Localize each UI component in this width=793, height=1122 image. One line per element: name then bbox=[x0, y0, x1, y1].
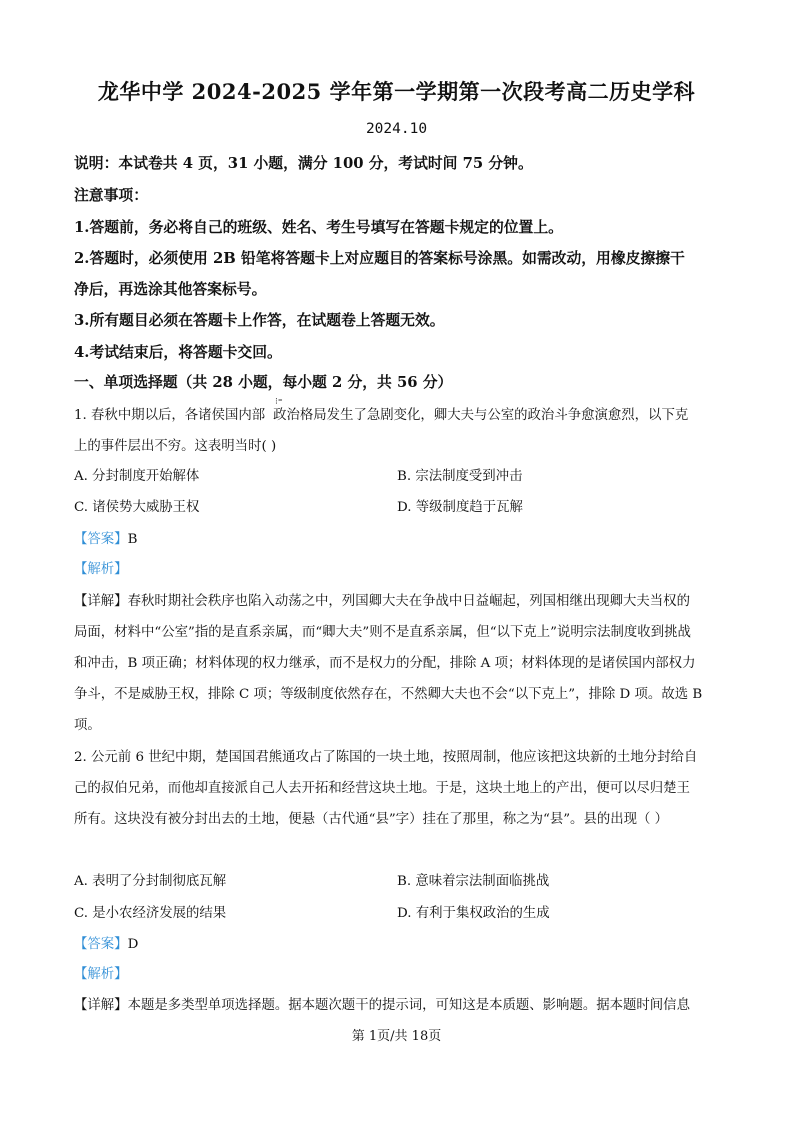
instructions-note: 说明：本试卷共 4 页，31 小题，满分 100 分，考试时间 75 分钟。 bbox=[74, 155, 533, 172]
detail-tag: 【详解】 bbox=[74, 594, 128, 609]
q1-stem-start: 1. 春秋中期以后，各诸侯国内部 bbox=[74, 408, 266, 423]
q1-option-c[interactable]: C. 诸侯势大威胁王权 bbox=[74, 500, 200, 515]
section-1-heading: 一、单项选择题（共 28 小题，每小题 2 分，共 56 分） bbox=[74, 374, 453, 391]
q2-detail-line-1 bbox=[74, 994, 690, 1013]
q2-option-d[interactable]: D. 有利于集权政治的生成 bbox=[397, 906, 550, 921]
instructions-item-3: 3.所有题目必须在答题卡上作答，在试题卷上答题无效。 bbox=[74, 312, 445, 329]
instructions-item-4: 4.考试结束后，将答题卡交回。 bbox=[74, 344, 282, 361]
detail-text: 春秋时期社会秩序也陷入动荡之中，列国卿大夫在争战中日益崛起，列国相继出现卿大夫当权的 bbox=[127, 594, 690, 609]
q2-analysis-tag: 【解析】 bbox=[74, 967, 128, 982]
q2-answer bbox=[74, 933, 138, 952]
q1-option-b[interactable]: B. 宗法制度受到冲击 bbox=[397, 469, 523, 484]
q1-stem-line-2: 上的事件层出不穷。这表明当时( ) bbox=[74, 439, 277, 454]
answer-value: B bbox=[127, 532, 138, 547]
instructions-item-2-line-1: 2.答题时，必须使用 2B 铅笔将答题卡上对应题目的答案标号涂黑。如需改动，用橡皮擦擦干 bbox=[74, 250, 685, 267]
q1-stem-rest: 政治格局发生了急剧变化，卿大夫与公室的政治斗争愈演愈烈，以下克 bbox=[273, 408, 689, 423]
q2-option-c[interactable]: C. 是小农经济发展的结果 bbox=[74, 906, 227, 921]
instructions-heading: 注意事项： bbox=[74, 187, 148, 204]
answer-tag: 【答案】 bbox=[74, 532, 128, 547]
exam-date: 2024.10 bbox=[365, 121, 428, 137]
instructions-item-1: 1.答题前，务必将自己的班级、姓名、考生号填写在答题卡规定的位置上。 bbox=[74, 219, 563, 236]
q1-detail-line-5: 项。 bbox=[74, 718, 101, 733]
answer-tag: 【答案】 bbox=[74, 937, 128, 952]
exam-title: 龙华中学 2024-2025 学年第一学期第一次段考高二历史学科 bbox=[97, 79, 696, 104]
q2-option-a[interactable]: A. 表明了分封制彻底瓦解 bbox=[74, 874, 227, 889]
q1-detail-line-1 bbox=[74, 590, 690, 609]
detail-text: 本题是多类型单项选择题。据本题次题干的提示词，可知这是本质题、影响题。据本题时间信息 bbox=[127, 998, 690, 1013]
q2-stem-line-1: 2. 公元前 6 世纪中期，楚国国君熊通攻占了陈国的一块土地，按照周制，他应该把这块新的土地分封给自 bbox=[74, 750, 698, 765]
scan-mark: ⁝⁼ bbox=[275, 397, 283, 407]
q2-option-b[interactable]: B. 意味着宗法制面临挑战 bbox=[397, 874, 550, 889]
q1-detail-line-4: 争斗，不是威胁王权，排除 C 项；等级制度依然存在，不然卿大夫也不会“以下克上”，排除 D 项。故选 B bbox=[74, 687, 703, 702]
q1-answer bbox=[74, 528, 137, 547]
q2-stem-line-2: 己的叔伯兄弟，而他却直接派自己人去开拓和经营这块土地。于是，这块土地上的产出，便可以尽归楚王 bbox=[74, 781, 690, 796]
q2-stem-line-3: 所有。这块没有被分封出去的土地，便悬（古代通“县”字）挂在了那里，称之为“县”。县的出现（ ） bbox=[74, 812, 669, 827]
q1-analysis-tag: 【解析】 bbox=[74, 562, 128, 577]
q1-detail-line-2: 局面，材料中“公室”指的是直系亲属，而“卿大夫”则不是直系亲属，但“以下克上”说明宗法制度收到挑战 bbox=[74, 625, 691, 640]
q1-stem-line-1 bbox=[74, 404, 688, 423]
answer-value: D bbox=[127, 937, 139, 952]
page-number: 第 1页/共 18页 bbox=[351, 1029, 442, 1044]
detail-tag: 【详解】 bbox=[74, 998, 128, 1013]
q1-option-d[interactable]: D. 等级制度趋于瓦解 bbox=[397, 500, 523, 515]
q1-option-a[interactable]: A. 分封制度开始解体 bbox=[74, 469, 200, 484]
q1-detail-line-3: 和冲击，B 项正确；材料体现的权力继承，而不是权力的分配，排除 A 项；材料体现的是诸侯国内部权力 bbox=[74, 656, 696, 671]
instructions-item-2-line-2: 净后，再选涂其他答案标号。 bbox=[74, 281, 267, 298]
